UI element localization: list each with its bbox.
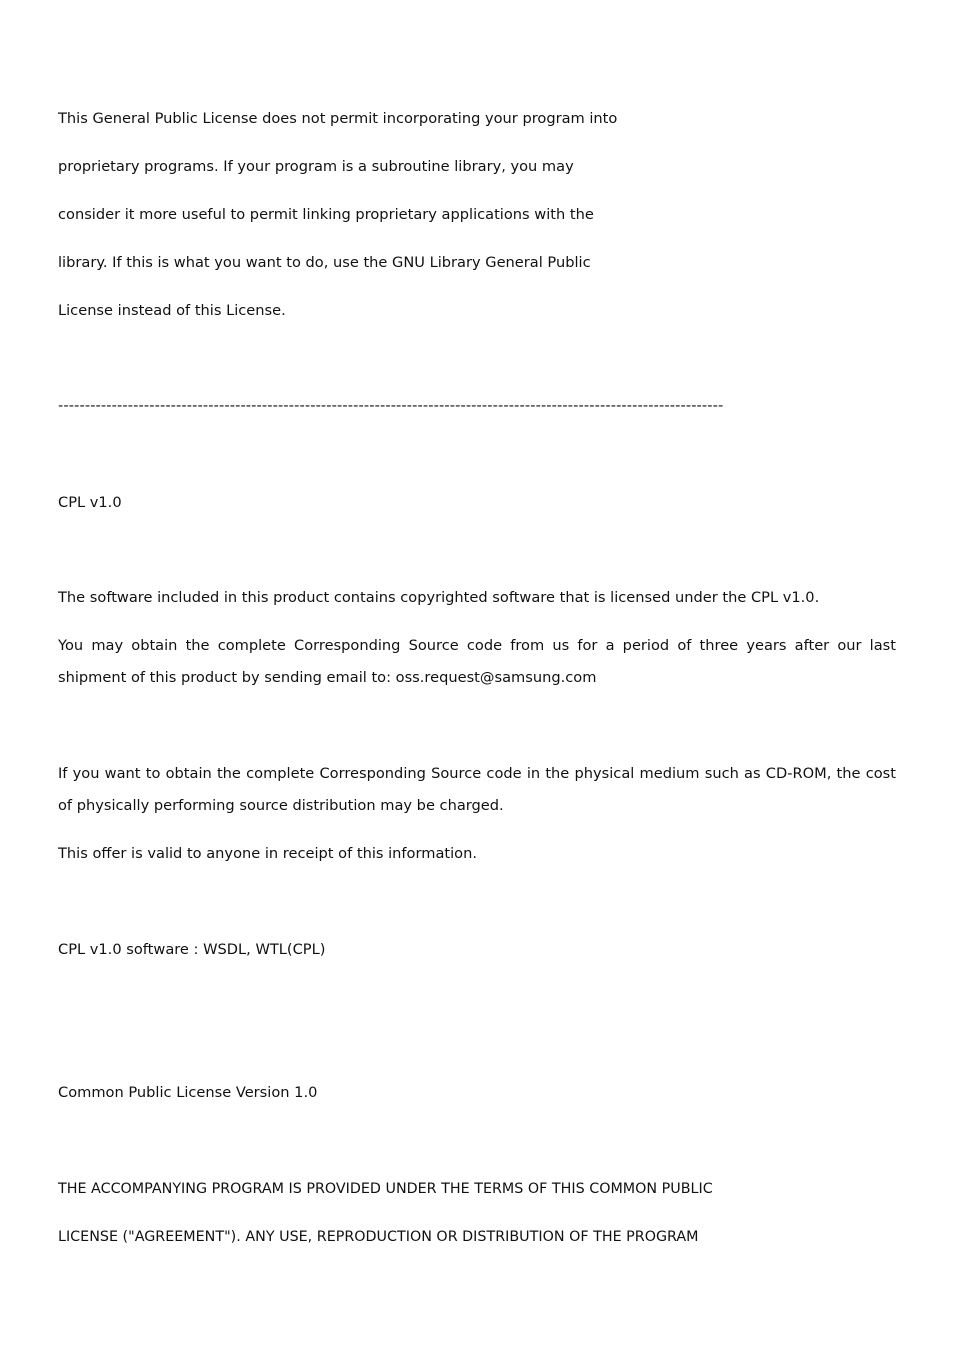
software-list: CPL v1.0 software : WSDL, WTL(CPL) — [58, 941, 326, 958]
physical-medium-paragraph: If you want to obtain the complete Corresponding Source code in the physical medium such as CD-ROM, the cost of physically performing source distribution may be charged. — [58, 765, 896, 814]
source-offer-paragraph: You may obtain the complete Corresponding Source code from us for a period of three years after our last shipment of this product by sending email to: oss.request@samsung.com — [58, 637, 896, 686]
section-separator: ---------------------------------------------------------------------------------------------------------------------------- — [58, 397, 724, 414]
validity-notice: This offer is valid to anyone in receipt of this information. — [58, 845, 477, 862]
license-title: Common Public License Version 1.0 — [58, 1084, 318, 1101]
gpl-text-line: library. If this is what you want to do, use the GNU Library General Public — [58, 254, 591, 271]
gpl-text-line: consider it more useful to permit linking proprietary applications with the — [58, 206, 594, 223]
section-heading: CPL v1.0 — [58, 494, 122, 511]
license-body-line: LICENSE ("AGREEMENT"). ANY USE, REPRODUCTION OR DISTRIBUTION OF THE PROGRAM — [58, 1229, 699, 1245]
license-body-line: THE ACCOMPANYING PROGRAM IS PROVIDED UNDER THE TERMS OF THIS COMMON PUBLIC — [58, 1181, 713, 1197]
gpl-text-line: License instead of this License. — [58, 302, 286, 319]
gpl-text-line: This General Public License does not permit incorporating your program into — [58, 110, 618, 127]
licensed-notice: The software included in this product contains copyrighted software that is licensed under the CPL v1.0. — [58, 589, 820, 606]
gpl-text-line: proprietary programs. If your program is a subroutine library, you may — [58, 158, 574, 175]
